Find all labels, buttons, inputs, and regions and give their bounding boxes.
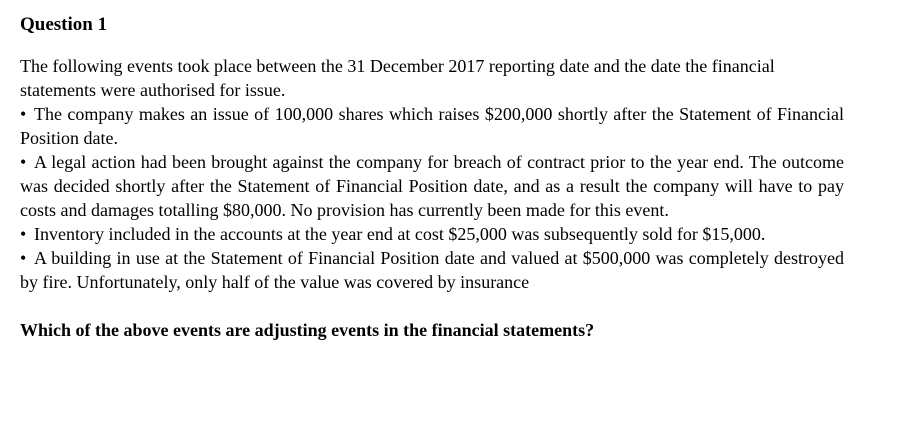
event-list [20,102,844,294]
event-text: Inventory included in the accounts at the year end at cost $25,000 was subsequently sold for $15,000. [34,224,766,244]
event-text: A building in use at the Statement of Financial Position date and valued at $500,000 was completely destroyed by fire. Unfortunately, only half of the value was covered by insurance [20,248,844,292]
bullet-icon: • [20,248,27,268]
bullet-icon: • [20,224,27,244]
event-item-legal-action [20,150,844,222]
bullet-icon: • [20,152,27,172]
event-text: A legal action had been brought against the company for breach of contract prior to the year end. The outcome was decided shortly after the Statement of Financial Position date, and as a result the company will have to pay costs and damages totalling $80,000. No provision has currently been made for this event. [20,152,844,220]
event-text: The company makes an issue of 100,000 shares which raises $200,000 shortly after the Statement of Financial Position date. [20,104,844,148]
event-item-share-issue [20,102,844,150]
event-item-inventory [20,222,844,246]
bullet-icon: • [20,104,27,124]
question-prompt: Which of the above events are adjusting events in the financial statements? [20,320,595,340]
event-item-building-fire [20,246,844,294]
question-title: Question 1 [20,14,108,35]
question-intro: The following events took place between the 31 December 2017 reporting date and the date the financial statements were authorised for issue. [20,56,775,100]
